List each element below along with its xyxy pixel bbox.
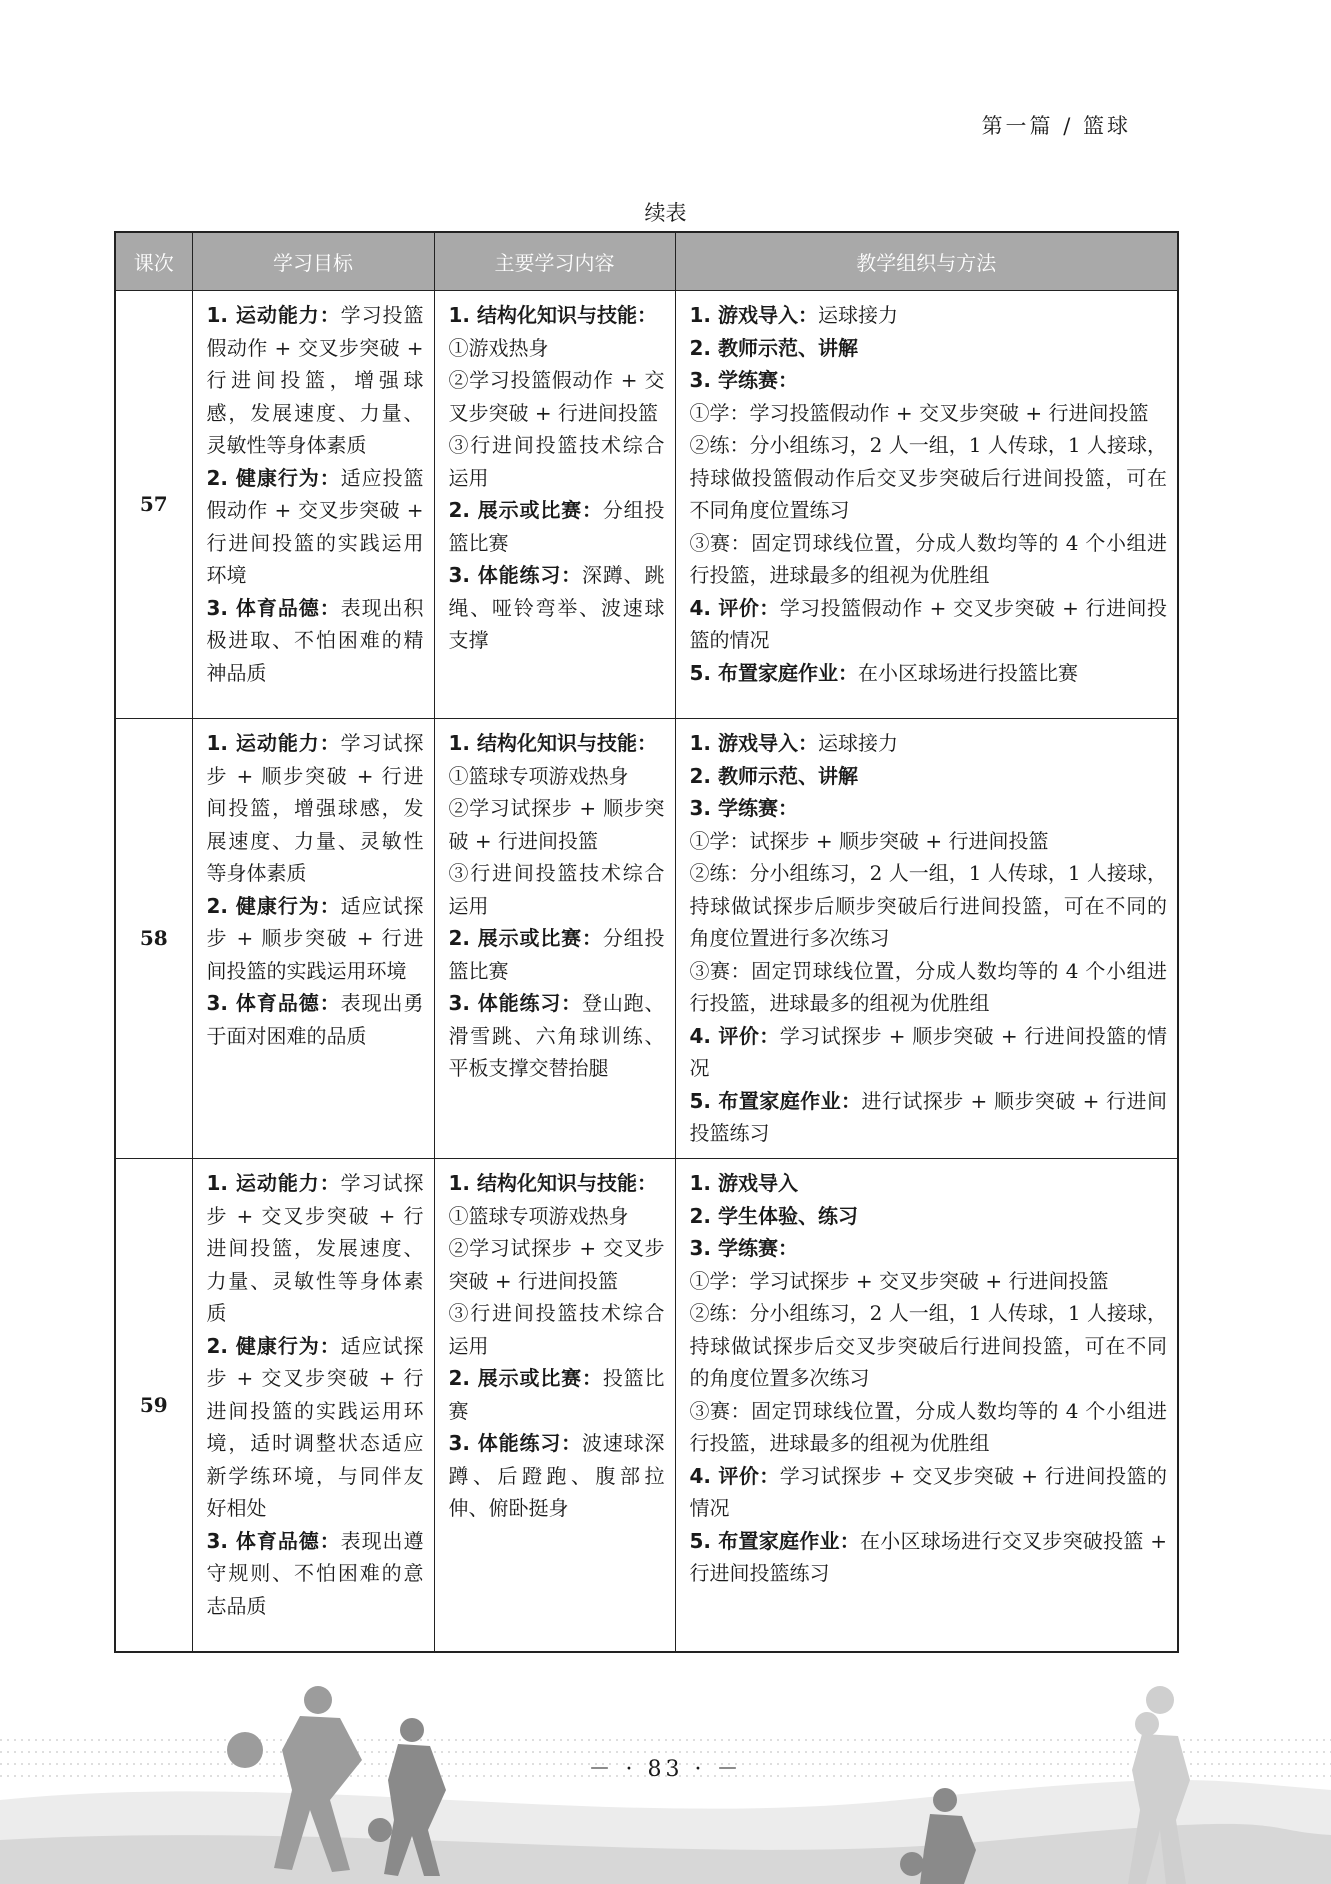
content-item: ③行进间投篮技术综合运用 [448, 861, 665, 918]
content-item: ③行进间投篮技术综合运用 [448, 1301, 665, 1358]
column-header-objectives: 学习目标 [192, 232, 434, 291]
method-item: 2. 教师示范、讲解 [689, 763, 858, 788]
column-header-lesson-number: 课次 [115, 232, 192, 291]
methods-cell [675, 1159, 1178, 1653]
lesson-number: 59 [115, 1159, 192, 1653]
method-item: 1. 游戏导入 [689, 1171, 798, 1195]
method-item: ②练：分小组练习，2 人一组，1 人传球，1 人接球，持球做试探步后顺步突破后行进间投篮，可在不同的角度位置进行多次练习 [689, 861, 1167, 950]
method-item: 4. 评价：学习试探步 + 顺步突破 + 行进间投篮的情况 [689, 1023, 1167, 1080]
method-item: ③赛：固定罚球线位置，分成人数均等的 4 个小组进行投篮，进球最多的组视为优胜组 [689, 958, 1167, 1015]
objective-item: 3. 体育品德：表现出勇于面对困难的品质 [206, 991, 424, 1048]
objectives-cell [192, 719, 434, 1159]
objective-item: 2. 健康行为：适应投篮假动作 + 交叉步突破 + 行进间投篮的实践运用环境 [206, 465, 424, 587]
lesson-number: 57 [115, 291, 192, 719]
table-row [115, 291, 1178, 719]
objectives-cell [192, 291, 434, 719]
objective-item: 1. 运动能力：学习试探步 + 顺步突破 + 行进间投篮，增强球感，发展速度、力量、灵敏性等身体素质 [206, 731, 424, 885]
table-row [115, 719, 1178, 1159]
content-cell [434, 1159, 675, 1653]
content-item: ①篮球专项游戏热身 [448, 763, 629, 788]
running-head: 第一篇 / 篮球 [981, 114, 1131, 138]
content-cell [434, 291, 675, 719]
content-item: 2. 展示或比赛：投篮比赛 [448, 1366, 665, 1423]
objectives-cell [192, 1159, 434, 1653]
method-item: ②练：分小组练习，2 人一组，1 人传球，1 人接球，持球做试探步后交叉步突破后行进间投篮，可在不同的角度位置多次练习 [689, 1301, 1167, 1390]
method-item: 4. 评价：学习试探步 + 交叉步突破 + 行进间投篮的情况 [689, 1463, 1167, 1520]
method-item: ②练：分小组练习，2 人一组，1 人传球，1 人接球，持球做投篮假动作后交叉步突破后行进间投篮，可在不同角度位置练习 [689, 433, 1167, 522]
method-item: 3. 学练赛： [689, 1236, 798, 1260]
methods-cell [675, 291, 1178, 719]
method-item: ①学：学习试探步 + 交叉步突破 + 行进间投篮 [689, 1268, 1109, 1293]
method-item: 3. 学练赛： [689, 796, 798, 820]
method-item: 3. 学练赛： [689, 368, 798, 392]
content-item: 3. 体能练习：登山跑、滑雪跳、六角球训练、平板支撑交替抬腿 [448, 991, 665, 1080]
table-caption: 续表 [644, 201, 687, 225]
method-item: 2. 学生体验、练习 [689, 1203, 858, 1228]
objective-item: 3. 体育品德：表现出遵守规则、不怕困难的意志品质 [206, 1528, 424, 1618]
column-header-content: 主要学习内容 [434, 232, 675, 291]
method-item: 1. 游戏导入：运球接力 [689, 731, 898, 755]
table-row [115, 1159, 1178, 1653]
content-item: 1. 结构化知识与技能： [448, 1171, 657, 1195]
objective-item: 1. 运动能力：学习试探步 + 交叉步突破 + 行进间投篮，发展速度、力量、灵敏性等身体素质 [206, 1171, 424, 1325]
objective-item: 2. 健康行为：适应试探步 + 交叉步突破 + 行进间投篮的实践运用环境，适时调整状态适应新学练环境，与同伴友好相处 [206, 1333, 424, 1520]
objective-item: 1. 运动能力：学习投篮假动作 + 交叉步突破 + 行进间投篮，增强球感，发展速度、力量、灵敏性等身体素质 [206, 303, 424, 457]
content-item: ②学习投篮假动作 + 交叉步突破 + 行进间投篮 [448, 368, 665, 425]
content-item: ①游戏热身 [448, 335, 549, 360]
content-item: 2. 展示或比赛：分组投篮比赛 [448, 926, 665, 983]
method-item: 5. 布置家庭作业：进行试探步 + 顺步突破 + 行进间投篮练习 [689, 1088, 1167, 1145]
content-item: ②学习试探步 + 交叉步突破 + 行进间投篮 [448, 1236, 665, 1293]
method-item: ①学：学习投篮假动作 + 交叉步突破 + 行进间投篮 [689, 400, 1149, 425]
content-item: 1. 结构化知识与技能： [448, 731, 657, 755]
content-item: 1. 结构化知识与技能： [448, 303, 657, 327]
content-item: ③行进间投篮技术综合运用 [448, 433, 665, 490]
content-item: 2. 展示或比赛：分组投篮比赛 [448, 498, 665, 555]
method-item: ①学：试探步 + 顺步突破 + 行进间投篮 [689, 828, 1049, 853]
column-header-methods: 教学组织与方法 [675, 232, 1178, 291]
method-item: ③赛：固定罚球线位置，分成人数均等的 4 个小组进行投篮，进球最多的组视为优胜组 [689, 530, 1167, 587]
content-item: 3. 体能练习：深蹲、跳绳、哑铃弯举、波速球支撑 [448, 563, 665, 652]
method-item: 2. 教师示范、讲解 [689, 335, 858, 360]
method-item: 1. 游戏导入：运球接力 [689, 303, 898, 327]
content-cell [434, 719, 675, 1159]
method-item: 4. 评价：学习投篮假动作 + 交叉步突破 + 行进间投篮的情况 [689, 595, 1167, 652]
lesson-number: 58 [115, 719, 192, 1159]
methods-cell [675, 719, 1178, 1159]
table-header-row [115, 232, 1178, 291]
objective-item: 3. 体育品德：表现出积极进取、不怕困难的精神品质 [206, 595, 424, 685]
method-item: ③赛：固定罚球线位置，分成人数均等的 4 个小组进行投篮，进球最多的组视为优胜组 [689, 1398, 1167, 1455]
lesson-plan-table [114, 231, 1179, 1653]
method-item: 5. 布置家庭作业：在小区球场进行投篮比赛 [689, 660, 1078, 685]
objective-item: 2. 健康行为：适应试探步 + 顺步突破 + 行进间投篮的实践运用环境 [206, 893, 424, 983]
content-item: ②学习试探步 + 顺步突破 + 行进间投篮 [448, 796, 665, 853]
method-item: 5. 布置家庭作业：在小区球场进行交叉步突破投篮 + 行进间投篮练习 [689, 1528, 1167, 1585]
content-item: 3. 体能练习：波速球深蹲、后蹬跑、腹部拉伸、俯卧挺身 [448, 1431, 665, 1520]
page-number: － · 83 · － [588, 1757, 743, 1782]
content-item: ①篮球专项游戏热身 [448, 1203, 629, 1228]
